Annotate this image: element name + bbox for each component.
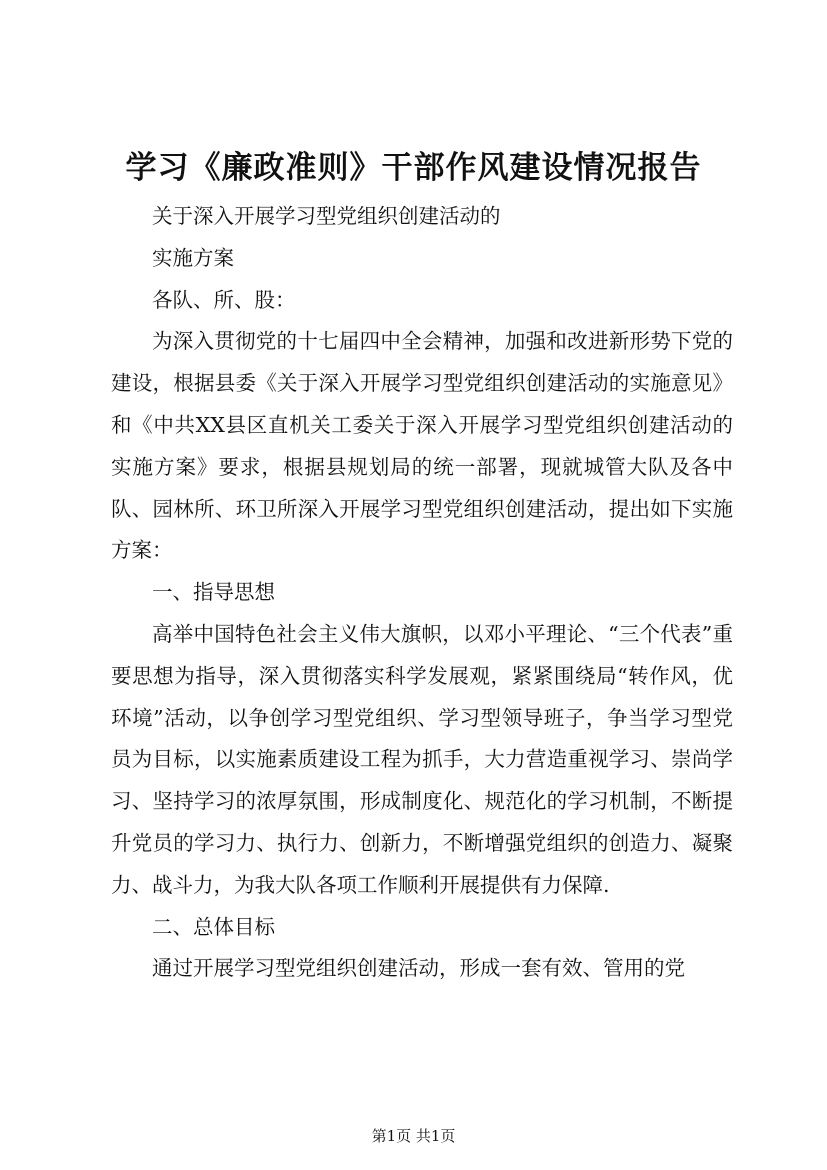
section-heading-overall-goal: 二、总体目标 (152, 914, 275, 939)
page-footer: 第1页 共1页 (371, 1127, 456, 1145)
paragraph-guiding-thought: 高举中国特色社会主义伟大旗帜，以邓小平理论、“三个代表”重要思想为指导，深入贯彻落实科学发展观，紧紧围绕局“转作风，优环境”活动，以争创学习型党组织、学习型领导班子，争当学习型党员为目标，以实施素质建设工程为抓手，大力营造重视学习、崇尚学习、坚持学习的浓厚氛围，形成制度化、规范化的学习机制，不断提升党员的学习力、执行力、创新力，不断增强党组织的创造力、凝聚力、战斗力，为我大队各项工作顺利开展提供有力保障. (111, 621, 733, 897)
paragraph-salutation: 各队、所、股： (152, 287, 296, 312)
document-body (111, 196, 733, 990)
document-title: 学习《廉政准则》干部作风建设情况报告 (125, 150, 702, 186)
paragraph-intro: 为深入贯彻党的十七届四中全会精神，加强和改进新形势下党的建设，根据县委《关于深入开展学习型党组织创建活动的实施意见》和《中共XX县区直机关工委关于深入开展学习型党组织创建活动的实施方案》要求，根据县规划局的统一部署，现就城管大队及各中队、园林所、环卫所深入开展学习型党组织创建活动，提出如下实施方案： (111, 329, 733, 563)
paragraph-subtitle-line2: 实施方案 (152, 245, 234, 270)
section-heading-guiding-thought: 一、指导思想 (152, 580, 275, 605)
paragraph-subtitle-line1: 关于深入开展学习型党组织创建活动的 (152, 204, 501, 228)
paragraph-overall-goal: 通过开展学习型党组织创建活动，形成一套有效、管用的党 (152, 956, 685, 981)
